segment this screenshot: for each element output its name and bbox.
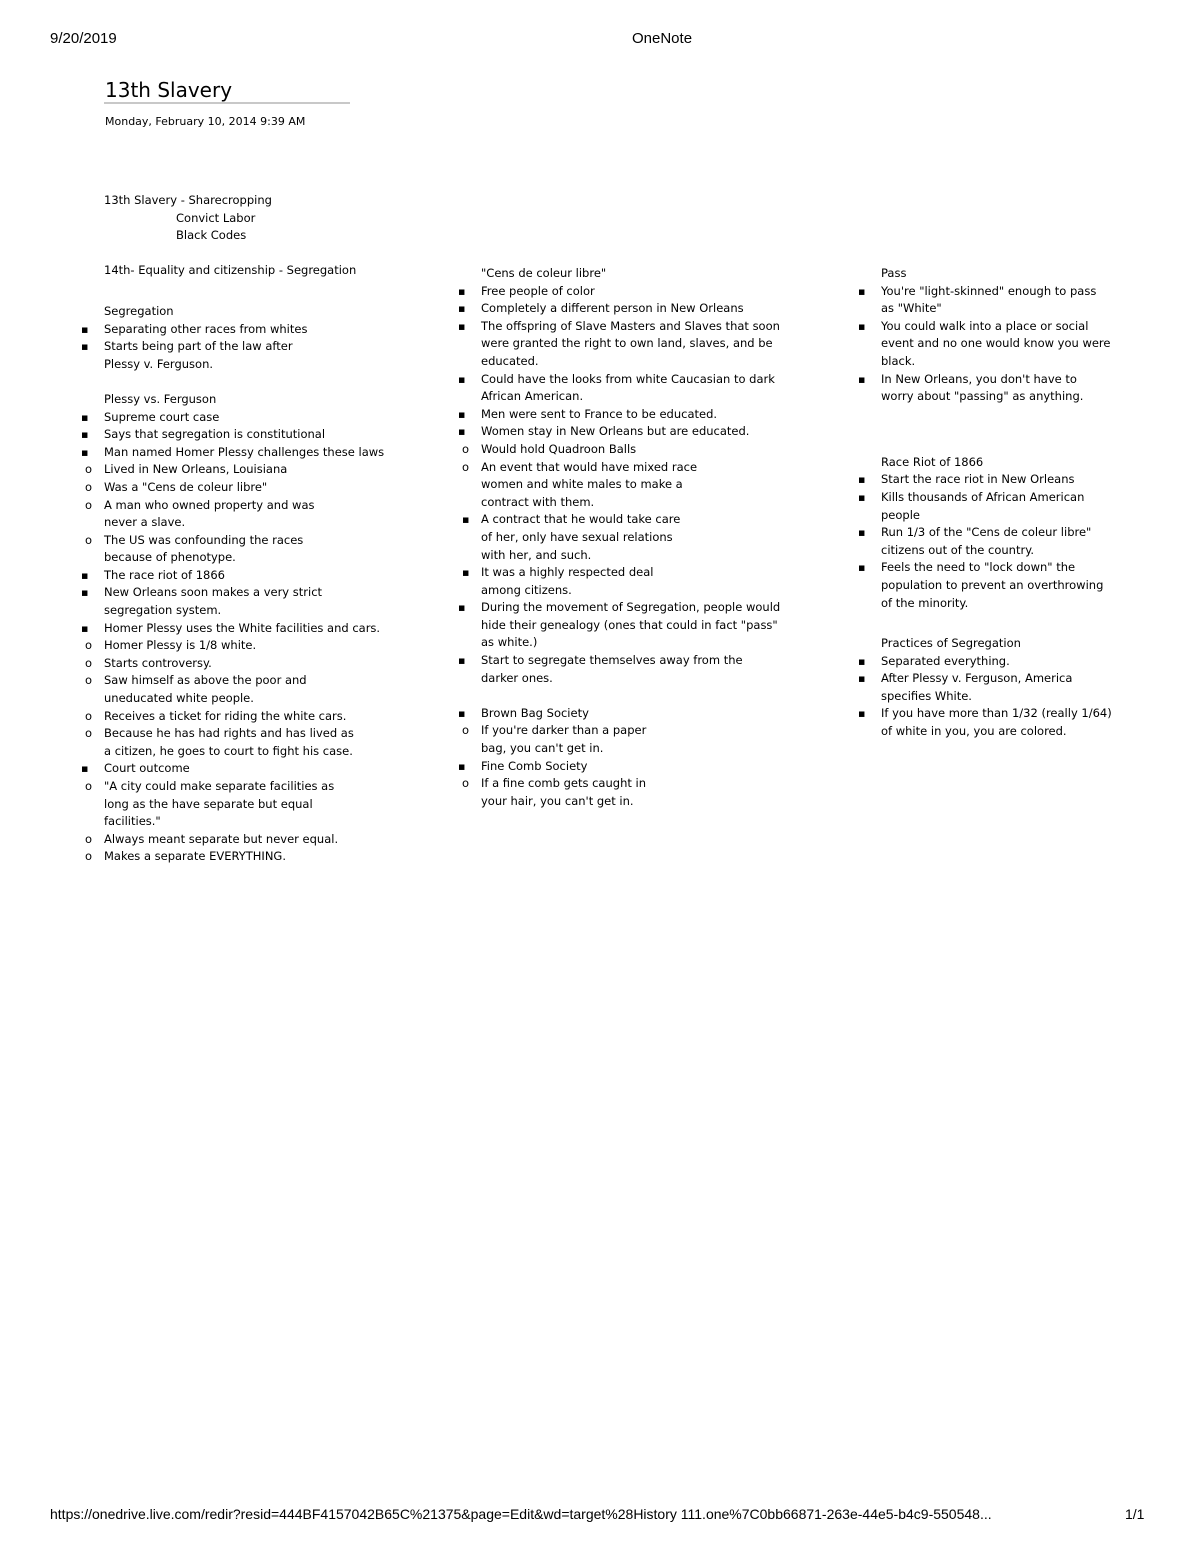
intro-line: Convict Labor	[176, 210, 256, 225]
list-item-text: Says that segregation is constitutional	[104, 427, 326, 442]
list-item	[481, 652, 781, 687]
list-item: o If you're darker than a paper bag, you can't get in.	[481, 722, 661, 757]
list-item: ▪ Starts being part of the law after Plessy v. Ferguson.	[104, 338, 294, 373]
list-item-text: Man named Homer Plessy challenges these laws	[104, 444, 385, 459]
list-item: o A man who owned property and was never a slave.	[104, 497, 324, 532]
page-datetime: Monday, February 10, 2014 9:39 AM	[105, 115, 306, 128]
list-item	[104, 584, 394, 619]
list-item: o The US was confounding the races because of phenotype.	[104, 532, 324, 567]
sub-list	[481, 722, 661, 757]
list-item: o Always meant separate but never equal.	[104, 831, 354, 849]
page-title: 13th Slavery	[105, 78, 233, 102]
print-app-name: OneNote	[632, 30, 693, 47]
list-item	[481, 283, 781, 301]
list-item	[481, 423, 781, 599]
list-item-text: Free people of color	[481, 283, 595, 298]
list-item: o Makes a separate EVERYTHING.	[104, 848, 354, 866]
list-item: ▪ You could walk into a place or social event and no one would know you were black.	[881, 318, 1113, 371]
print-url: https://onedrive.live.com/redir?resid=444BF4157042B65C%21375&page=Edit&wd=target%28History 111.one%7C0bb66871-263e-44e5-b4c9-550548...	[50, 1506, 992, 1522]
sub-list	[104, 637, 354, 760]
title-underline	[104, 102, 350, 104]
list-item	[104, 409, 394, 427]
list-item: ▪ If you have more than 1/32 (really 1/64) of white in you, you are colored.	[881, 705, 1113, 740]
section-heading: Segregation	[104, 303, 174, 318]
list-item	[104, 426, 394, 444]
list-item: o Homer Plessy is 1/8 white.	[104, 637, 354, 655]
list-item: o Was a "Cens de coleur libre"	[104, 479, 324, 497]
list-item: o Because he has had rights and has lived as a citizen, he goes to court to fight his case.	[104, 725, 354, 760]
list-item	[481, 441, 711, 459]
list-item-text: The offspring of Slave Masters and Slaves that soon were granted the right to own land, slaves, and be educated.	[481, 318, 780, 368]
bullet-list	[881, 283, 1113, 406]
list-item	[481, 459, 711, 600]
list-item	[104, 760, 394, 866]
list-item-text: Fine Comb Society	[481, 758, 588, 773]
notes-column-2	[481, 265, 821, 810]
list-item: ▪ You're "light-skinned" enough to pass as "White"	[881, 283, 1113, 318]
list-item: ▪ A contract that he would take care of her, only have sexual relations with her, and such.	[481, 511, 681, 564]
list-item: o Receives a ticket for riding the white cars.	[104, 708, 354, 726]
intro-line: Black Codes	[176, 228, 247, 243]
list-item: o Lived in New Orleans, Louisiana	[104, 461, 324, 479]
list-item: ▪ In New Orleans, you don't have to worry about "passing" as anything.	[881, 371, 1113, 406]
intro-line: 14th- Equality and citizenship - Segregation	[104, 263, 357, 278]
sub-sub-list	[481, 511, 681, 599]
print-page-number: 1/1	[1125, 1506, 1145, 1522]
list-item: ▪ Run 1/3 of the "Cens de coleur libre" citizens out of the country.	[881, 524, 1113, 559]
list-item	[104, 620, 394, 761]
intro-line: 13th Slavery - Sharecropping	[104, 193, 272, 207]
list-item	[481, 371, 781, 406]
list-item	[481, 705, 781, 758]
list-item-text: Could have the looks from white Caucasian to dark African American.	[481, 371, 775, 404]
list-item-text: o An event that would have mixed race women and white males to make a contract with them.	[481, 459, 698, 509]
list-item	[481, 599, 781, 652]
list-item-text: Completely a different person in New Orleans	[481, 301, 744, 316]
list-item	[481, 406, 781, 424]
section-heading: Plessy vs. Ferguson	[104, 391, 217, 406]
list-item: ▪ Feels the need to "lock down" the population to prevent an overthrowing of the minority.	[881, 559, 1113, 612]
section-heading: Practices of Segregation	[881, 636, 1021, 651]
list-item: ▪ Start the race riot in New Orleans	[881, 471, 1113, 489]
list-item: o "A city could make separate facilities as long as the have separate but equal facilities."	[104, 778, 354, 831]
sub-list	[481, 441, 711, 599]
list-item: ▪ It was a highly respected deal among citizens.	[481, 564, 681, 599]
print-date: 9/20/2019	[50, 30, 117, 47]
list-item	[481, 318, 781, 371]
list-item: o Starts controversy.	[104, 655, 354, 673]
bullet-list	[881, 653, 1113, 741]
bullet-list	[481, 283, 781, 688]
list-item	[104, 444, 394, 567]
list-item-text: ▪ Start to segregate themselves away from the darker ones.	[481, 653, 743, 685]
list-item: ▪ Separated everything.	[881, 653, 1113, 671]
list-item: ▪ Separating other races from whites	[104, 321, 434, 339]
section-heading: "Cens de coleur libre"	[481, 266, 607, 280]
notes-column-3	[881, 265, 1156, 741]
list-item: ▪ After Plessy v. Ferguson, America specifies White.	[881, 670, 1113, 705]
sub-list	[481, 775, 661, 810]
list-item	[481, 300, 781, 318]
list-item: ▪ Kills thousands of African American people	[881, 489, 1113, 524]
bullet-list	[104, 321, 434, 374]
list-item-text: Homer Plessy uses the White facilities and cars.	[104, 620, 381, 635]
bullet-list	[481, 705, 781, 811]
list-item-text: Court outcome	[104, 761, 190, 776]
list-item-text: The race riot of 1866	[104, 567, 226, 582]
bullet-list	[104, 409, 394, 866]
list-item-text: Would hold Quadroon Balls	[481, 441, 637, 456]
notes-column-1	[104, 192, 434, 866]
sub-list	[104, 461, 324, 567]
section-heading: Pass	[881, 266, 907, 280]
list-item-text: Men were sent to France to be educated.	[481, 406, 718, 421]
list-item-text: Brown Bag Society	[481, 705, 589, 720]
list-item: o If a fine comb gets caught in your hair, you can't get in.	[481, 775, 661, 810]
list-item-text: Supreme court case	[104, 409, 220, 424]
list-item-text: ▪ New Orleans soon makes a very strict segregation system.	[104, 585, 323, 618]
list-item: o Saw himself as above the poor and uneducated white people.	[104, 672, 314, 707]
list-item	[481, 758, 781, 811]
list-item	[104, 567, 394, 585]
bullet-list	[881, 471, 1113, 612]
sub-list	[104, 778, 354, 866]
section-heading: Race Riot of 1866	[881, 454, 984, 469]
list-item-text: Women stay in New Orleans but are educated.	[481, 424, 750, 439]
list-item-text: During the movement of Segregation, people would hide their genealogy (ones that could in fact "pass" as white.)	[481, 600, 781, 650]
